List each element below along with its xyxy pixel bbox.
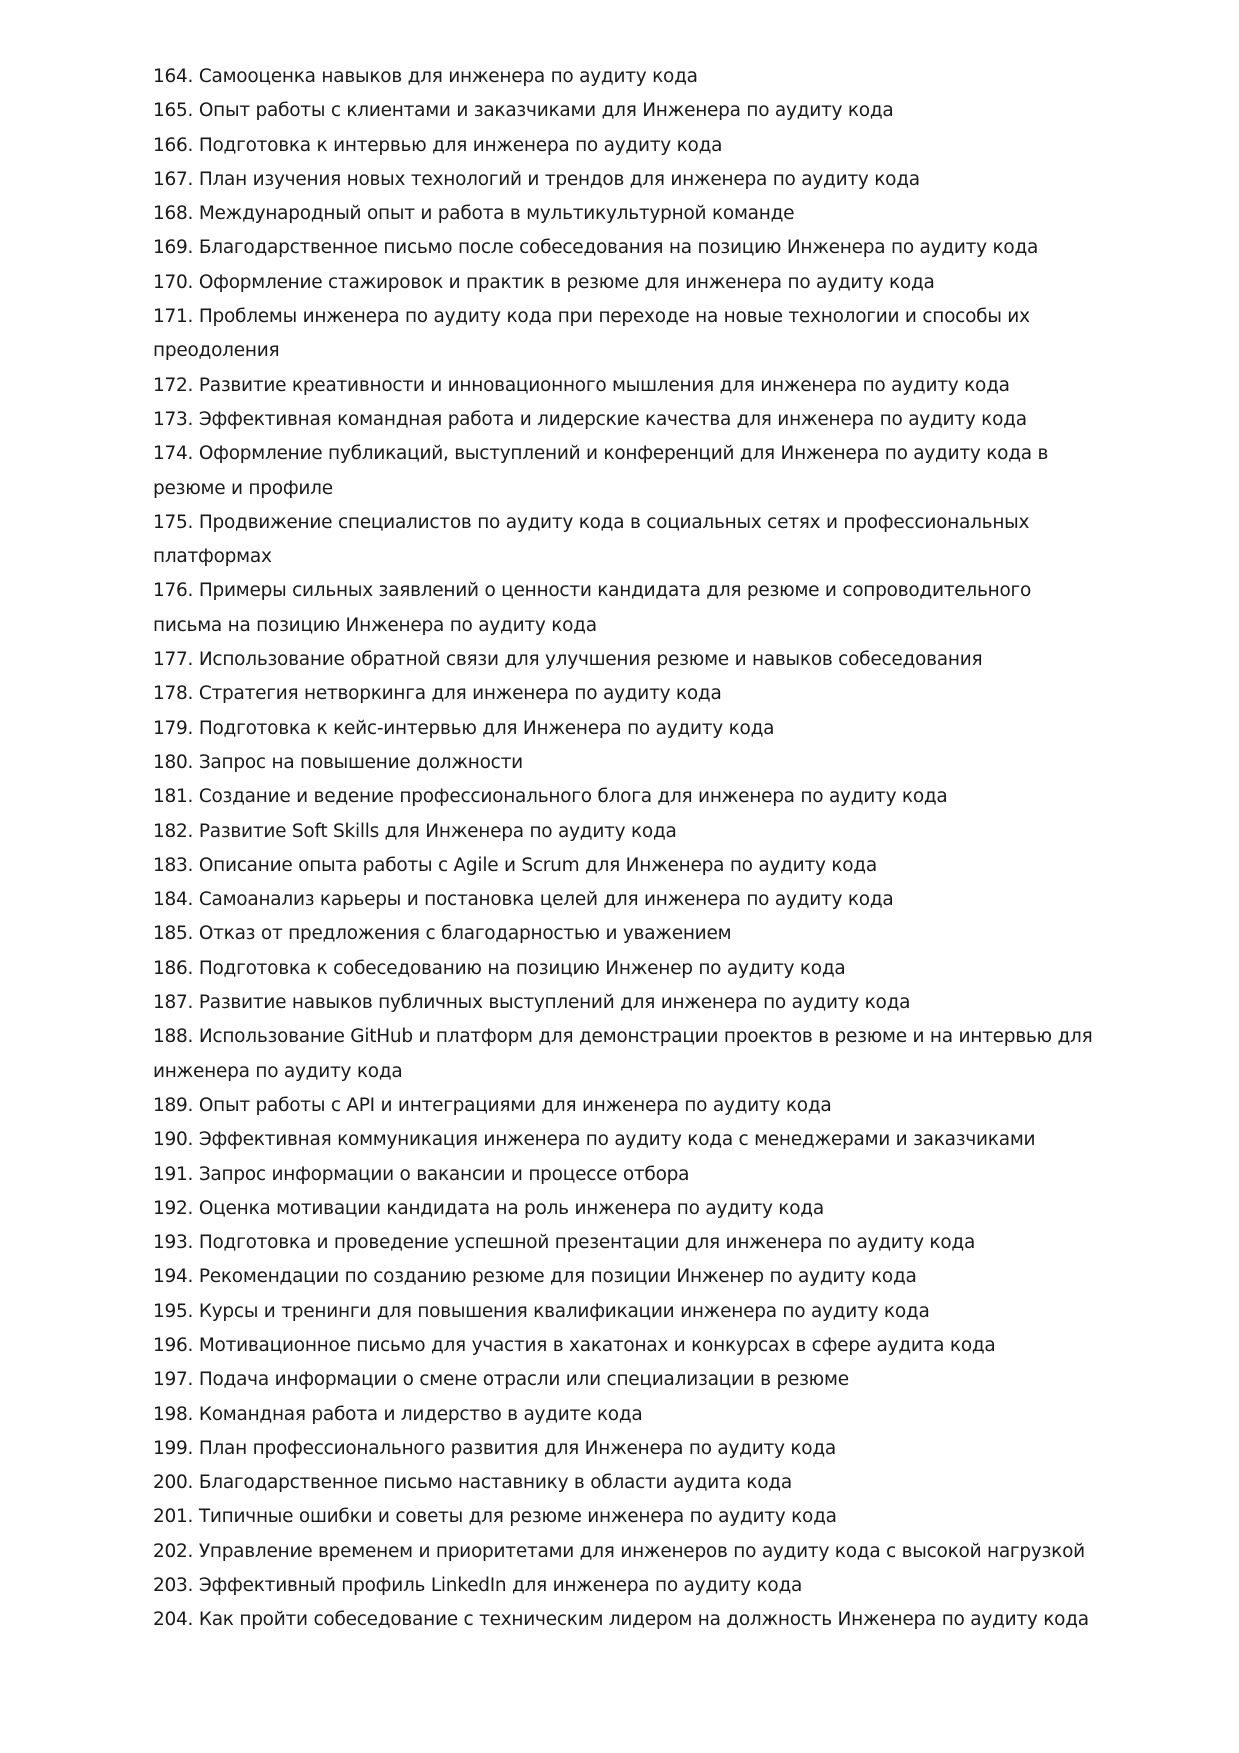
list-item: 178. Стратегия нетворкинга для инженера по аудиту кода <box>153 683 722 705</box>
list-item: 191. Запрос информации о вакансии и процессе отбора <box>153 1163 690 1185</box>
list-item: 193. Подготовка и проведение успешной презентации для инженера по аудиту кода <box>153 1232 976 1254</box>
list-item: 201. Типичные ошибки и советы для резюме инженера по аудиту кода <box>153 1506 837 1528</box>
list-item: 184. Самоанализ карьеры и постановка целей для инженера по аудиту кода <box>153 889 894 911</box>
topic-list <box>153 60 1093 1638</box>
list-item: 175. Продвижение специалистов по аудиту кода в социальных сетях и профессиональных платформах <box>153 511 1030 568</box>
list-item: 189. Опыт работы с API и интеграциями для инженера по аудиту кода <box>153 1094 832 1116</box>
list-item: 164. Самооценка навыков для инженера по аудиту кода <box>153 66 698 87</box>
document-content <box>153 60 1093 1638</box>
list-item: 181. Создание и ведение профессионального блога для инженера по аудиту кода <box>153 786 948 808</box>
list-item: 179. Подготовка к кейс-интервью для Инженера по аудиту кода <box>153 717 775 739</box>
list-item: 194. Рекомендации по созданию резюме для позиции Инженер по аудиту кода <box>153 1266 917 1288</box>
list-item: 169. Благодарственное письмо после собеседования на позицию Инженера по аудиту кода <box>153 237 1039 259</box>
list-item: 182. Развитие Soft Skills для Инженера по аудиту кода <box>153 820 677 842</box>
list-item: 186. Подготовка к собеседованию на позицию Инженер по аудиту кода <box>153 957 846 979</box>
list-item: 180. Запрос на повышение должности <box>153 751 523 773</box>
list-item: 199. План профессионального развития для Инженера по аудиту кода <box>153 1437 836 1459</box>
list-item: 165. Опыт работы с клиентами и заказчиками для Инженера по аудиту кода <box>153 100 894 122</box>
list-item: 174. Оформление публикаций, выступлений и конференций для Инженера по аудиту кода в резюме и профиле <box>153 443 1049 499</box>
list-item: 187. Развитие навыков публичных выступлений для инженера по аудиту кода <box>153 992 911 1014</box>
list-item: 170. Оформление стажировок и практик в резюме для инженера по аудиту кода <box>153 271 935 293</box>
list-item: 188. Использование GitHub и платформ для демонстрации проектов в резюме и на интервью для инженера по аудиту кода <box>153 1026 1093 1082</box>
list-item: 203. Эффективный профиль LinkedIn для инженера по аудиту кода <box>153 1575 803 1597</box>
list-item: 168. Международный опыт и работа в мультикультурной команде <box>153 203 795 225</box>
list-item: 176. Примеры сильных заявлений о ценности кандидата для резюме и сопроводительного письма на позицию Инженера по аудиту кода <box>153 580 1032 636</box>
list-item: 195. Курсы и тренинги для повышения квалификации инженера по аудиту кода <box>153 1300 930 1322</box>
list-item: 202. Управление временем и приоритетами для инженеров по аудиту кода с высокой нагрузкой <box>153 1540 1085 1562</box>
list-item: 204. Как пройти собеседование с техническим лидером на должность Инженера по аудиту кода <box>153 1609 1089 1631</box>
list-item: 173. Эффективная командная работа и лидерские качества для инженера по аудиту кода <box>153 408 1027 430</box>
list-item: 197. Подача информации о смене отрасли или специализации в резюме <box>153 1369 849 1391</box>
list-item: 172. Развитие креативности и инновационного мышления для инженера по аудиту кода <box>153 374 1010 396</box>
list-item: 166. Подготовка к интервью для инженера по аудиту кода <box>153 134 723 156</box>
list-item: 196. Мотивационное письмо для участия в хакатонах и конкурсах в сфере аудита кода <box>153 1334 996 1356</box>
list-item: 167. План изучения новых технологий и трендов для инженера по аудиту кода <box>153 168 920 190</box>
list-item: 171. Проблемы инженера по аудиту кода при переходе на новые технологии и способы их преодоления <box>153 306 1030 362</box>
list-item: 190. Эффективная коммуникация инженера по аудиту кода с менеджерами и заказчиками <box>153 1129 1036 1151</box>
list-item: 200. Благодарственное письмо наставнику в области аудита кода <box>153 1472 792 1494</box>
list-item: 198. Командная работа и лидерство в аудите кода <box>153 1403 643 1425</box>
list-item: 185. Отказ от предложения с благодарностью и уважением <box>153 923 732 945</box>
list-item: 177. Использование обратной связи для улучшения резюме и навыков собеседования <box>153 649 983 671</box>
list-item: 183. Описание опыта работы с Agile и Scrum для Инженера по аудиту кода <box>153 854 877 876</box>
list-item: 192. Оценка мотивации кандидата на роль инженера по аудиту кода <box>153 1197 824 1219</box>
